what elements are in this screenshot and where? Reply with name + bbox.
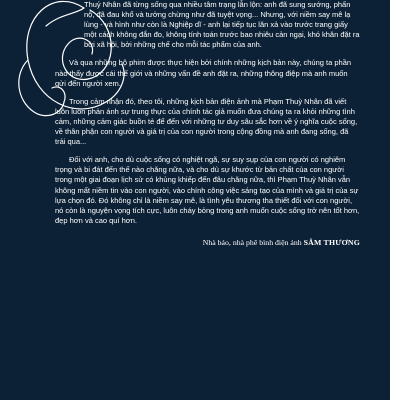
- signature-prefix: Nhà báo, nhà phê bình điện ảnh: [202, 237, 302, 247]
- paragraph-4: Đối với anh, cho dù cuộc sống có nghiệt ngã, sự suy sụp của con người có nghiêm trọng và bi đát đến thế nào chăng nữa, và cho dù sự khước từ bản chất của con người trong một giai đoạn lịch sử có khủng khiếp đến đâu chăng nữa, thì Phạm Thuỳ Nhân vẫn không mất niềm tin vào con người, vào chính công việc sáng tạo của mình và giá trị của sự lựa chọn đó. Đó không chỉ là niềm say mê, là tình yêu thương tha thiết đối với con người, nó còn là nguyện vọng tích cực, luôn cháy bỏng trong anh muốn cuộc sống trở nên tốt hơn, đẹp hơn và cao quí hơn.: [55, 155, 360, 225]
- paragraph-2: Và qua những bộ phim được thực hiện bởi chính những kịch bản này, chúng ta phần nào thấy được cái thế giới và những vấn đề anh đặt ra, những thông điệp mà anh muốn gửi đến người xem.: [55, 58, 352, 88]
- paragraph-3: Trong cảm nhận đó, theo tôi, những kịch bản điện ảnh mà Phạm Thuỳ Nhân đã viết luôn luôn phản ánh sự trung thực của chính tác giả muốn đưa chúng ta ra khỏi những tình cảm, những cảm giác buồn tẻ để đến với những tư duy sâu sắc hơn về ý nghĩa cuộc sống, về thân phận con người và giá trị của con người trong cộng đồng mà anh đang sống, đã trải qua...: [55, 96, 358, 147]
- article-body: [55, 0, 360, 256]
- right-edge-bar: [390, 0, 400, 400]
- paragraph-1: Thuỷ Nhân đã từng sống qua nhiều tâm trạng lẫn lộn: anh đã sung sướng, phấn nộ, đã đau khổ và tưởng chừng như đã tuyệt vọng... Nhưng, với niềm say mê lạ lùng - và hình như còn là Nghiệp dĩ - anh lại tiếp tục lăn xả vào trước trang giấy một cách không đắn đo, không tính toán trước bao nhiêu cản ngại, khó khăn đặt ra bởi xã hội, bởi những chế cho mỗi tác phẩm của anh.: [84, 0, 360, 50]
- signature-name: SÂM THƯƠNG: [303, 237, 360, 247]
- signature: [55, 238, 360, 248]
